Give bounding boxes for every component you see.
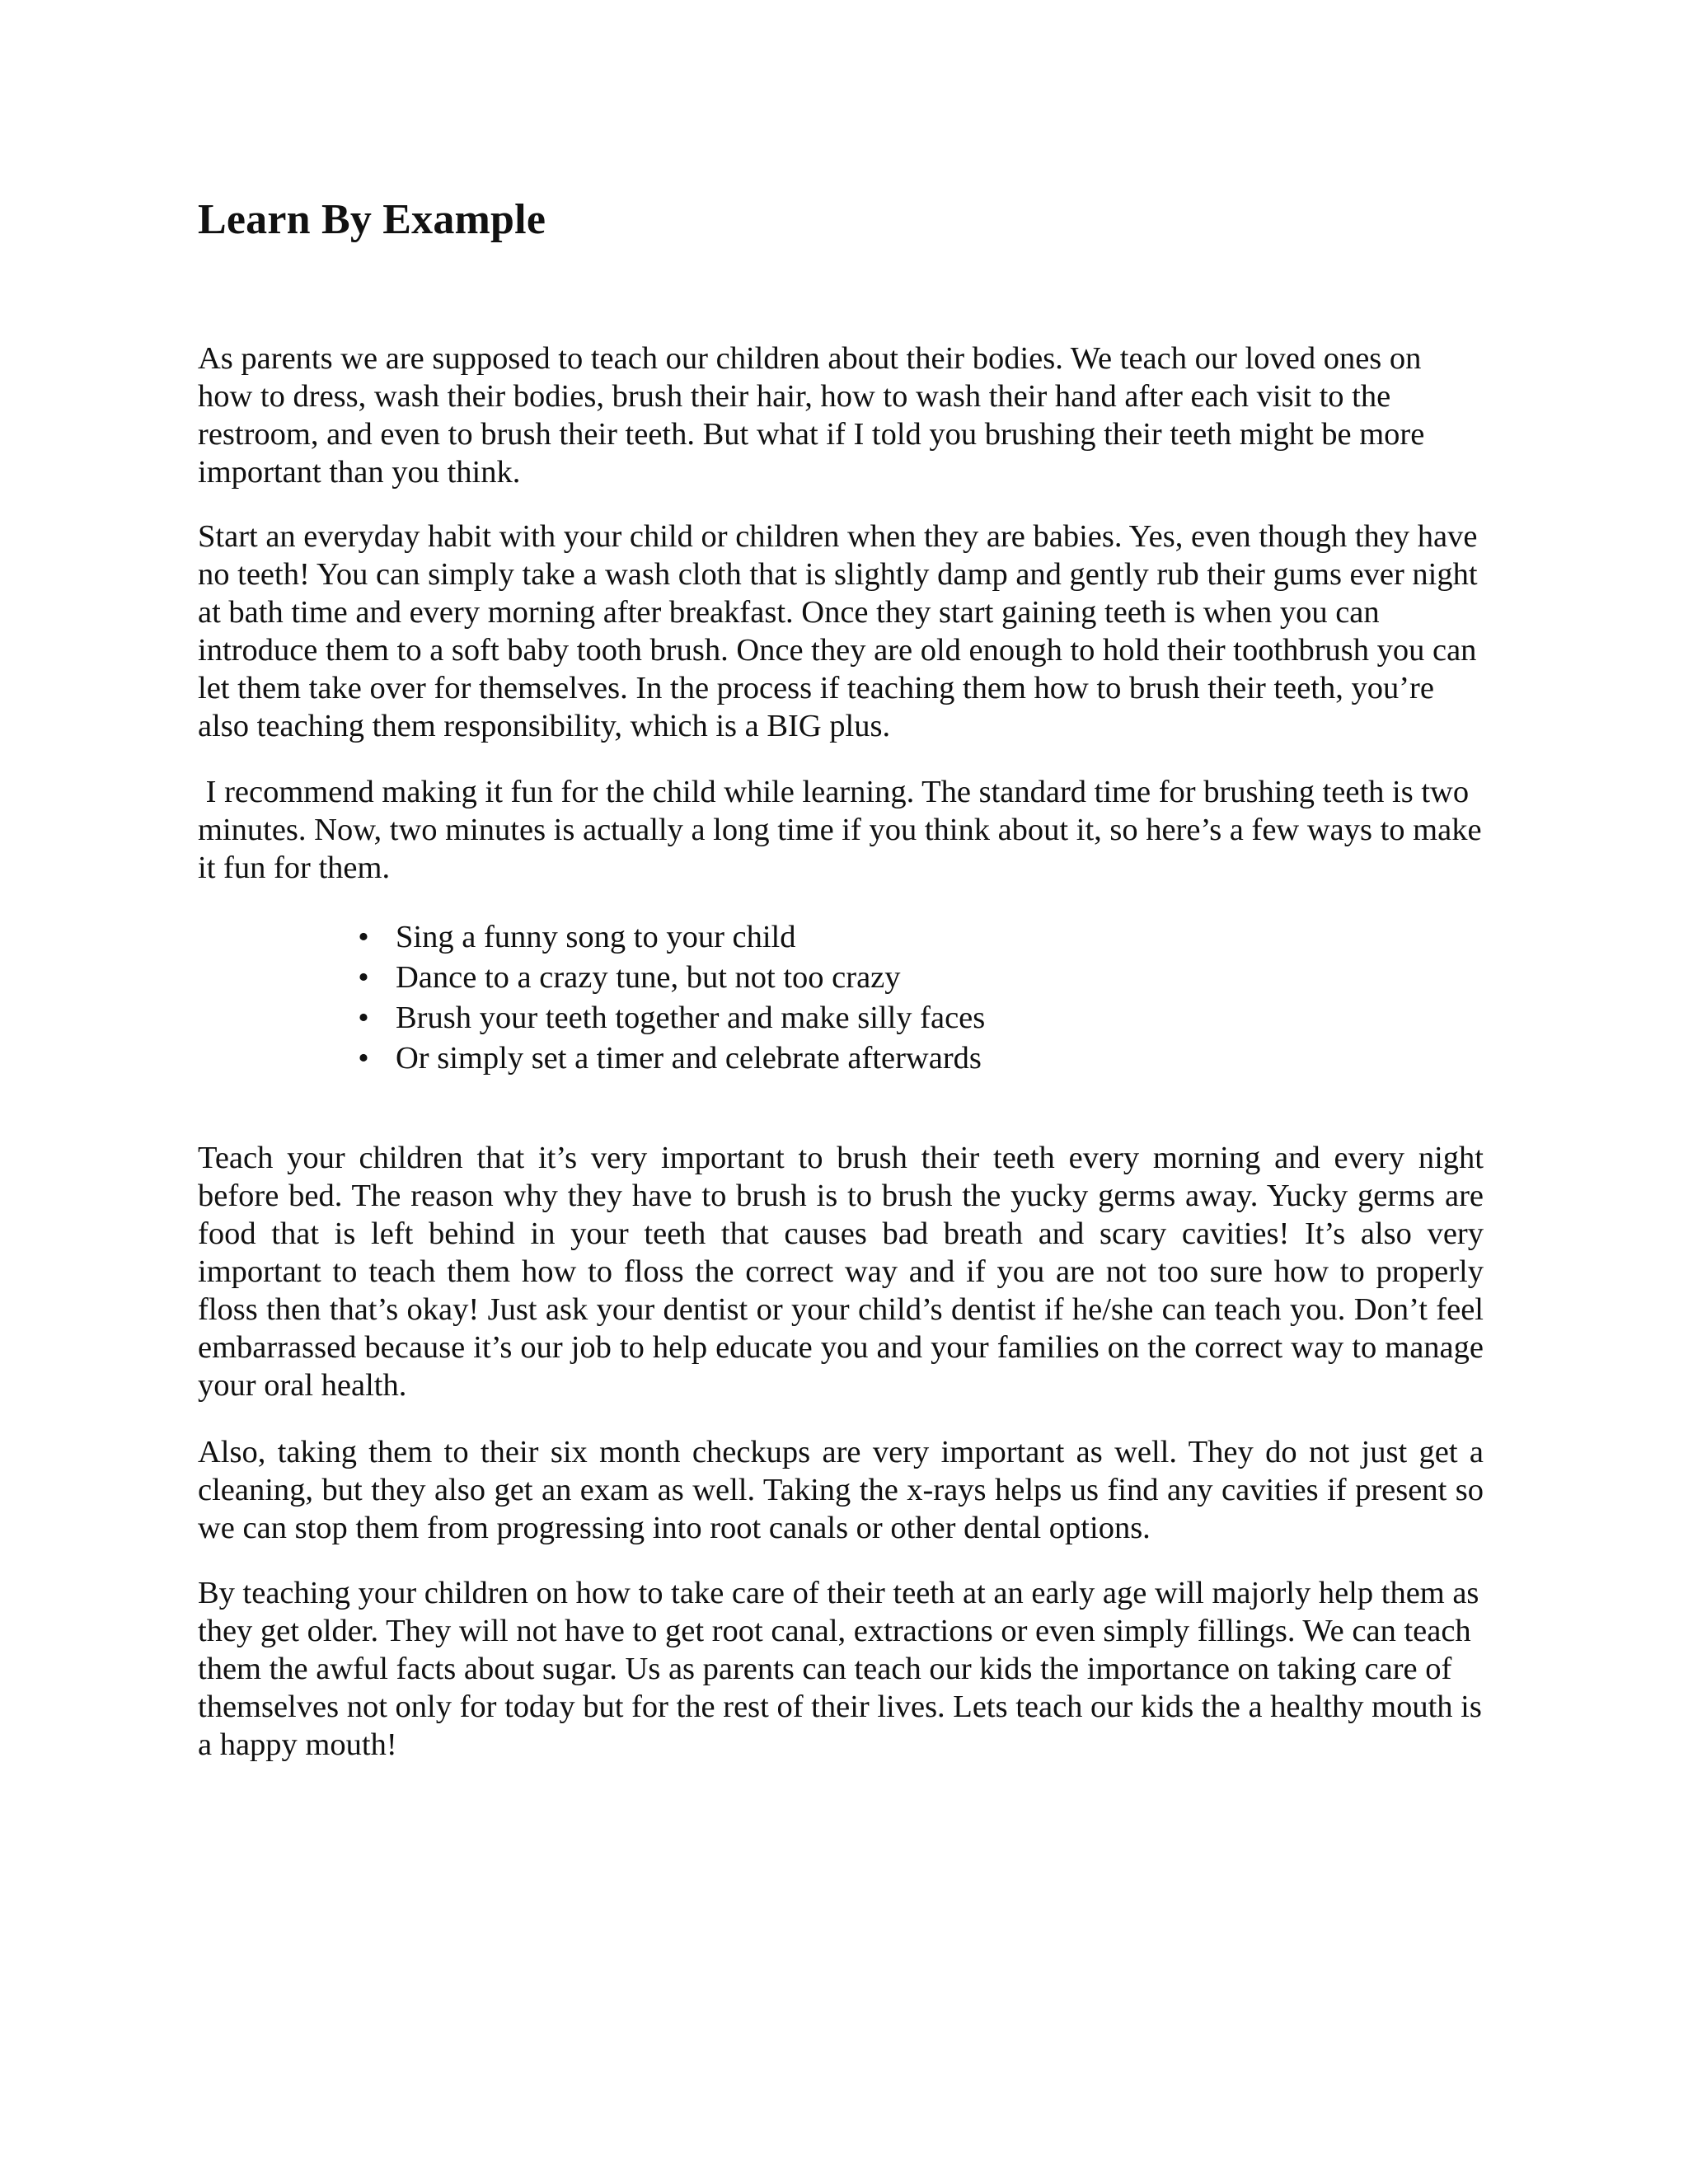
list-item-text: Sing a funny song to your child: [396, 920, 796, 954]
bullet-icon: •: [358, 1001, 369, 1035]
list-item: [354, 917, 985, 958]
bullet-icon: •: [358, 1041, 369, 1076]
fun-ideas-list: [354, 917, 985, 1079]
paragraph-make-it-fun: I recommend making it fun for the child while learning. The standard time for brushing teeth is two minutes. Now, two minutes is actually a long time if you think about it, so here’s a few ways to make it fun for them.: [198, 775, 1490, 885]
bullet-icon: •: [358, 920, 369, 954]
bullet-icon: •: [358, 960, 369, 995]
paragraph-everyday-habit: Start an everyday habit with your child or children when they are babies. Yes, even though they have no teeth! You can simply take a wash cloth that is slightly damp and gently rub their gums ever night at bath time and every morning after breakfast. Once they start gaining teeth is when you can introduce them to a soft baby tooth brush. Once they are old enough to hold their toothbrush you can let them take over for themselves. In the process if teaching them how to brush their teeth, you’re also teaching them responsibility, which is a BIG plus.: [198, 519, 1478, 743]
paragraph-conclusion: By teaching your children on how to take care of their teeth at an early age will majorly help them as they get older. They will not have to get root canal, extractions or even simply fillings. We can teach them the awful facts about sugar. Us as parents can teach our kids the importance on taking care of themselves not only for today but for the rest of their lives. Lets teach our kids the a healthy mouth is a happy mouth!: [198, 1576, 1482, 1762]
paragraph-intro: As parents we are supposed to teach our children about their bodies. We teach our loved ones on how to dress, wash their bodies, brush their hair, how to wash their hand after each visit to the restroom, and even to brush their teeth. But what if I told you brushing their teeth might be more important than you think.: [198, 341, 1425, 490]
list-item-text: Or simply set a timer and celebrate afterwards: [396, 1041, 982, 1076]
list-item: [354, 1038, 985, 1079]
paragraph-brush-and-floss: Teach your children that it’s very important to brush their teeth every morning and every night before bed. The reason why they have to brush is to brush the yucky germs away. Yucky germs are food that is left behind in your teeth that causes bad breath and scary cavities! It’s also very important to teach them how to floss the correct way and if you are not too sure how to properly floss then that’s okay! Just ask your dentist or your child’s dentist if he/she can teach you. Don’t feel embarrassed because it’s our job to help educate you and your families on the correct way to manage your oral health.: [198, 1141, 1484, 1403]
paragraph-checkups: Also, taking them to their six month checkups are very important as well. They do not just get a cleaning, but they also get an exam as well. Taking the x-rays helps us find any cavities if present so we can stop them from progressing into root canals or other dental options.: [198, 1435, 1484, 1545]
list-item: [354, 998, 985, 1038]
list-item-text: Dance to a crazy tune, but not too crazy: [396, 960, 901, 995]
list-item-text: Brush your teeth together and make silly faces: [396, 1001, 986, 1035]
list-item: [354, 958, 985, 998]
document-title: Learn By Example: [198, 196, 546, 243]
